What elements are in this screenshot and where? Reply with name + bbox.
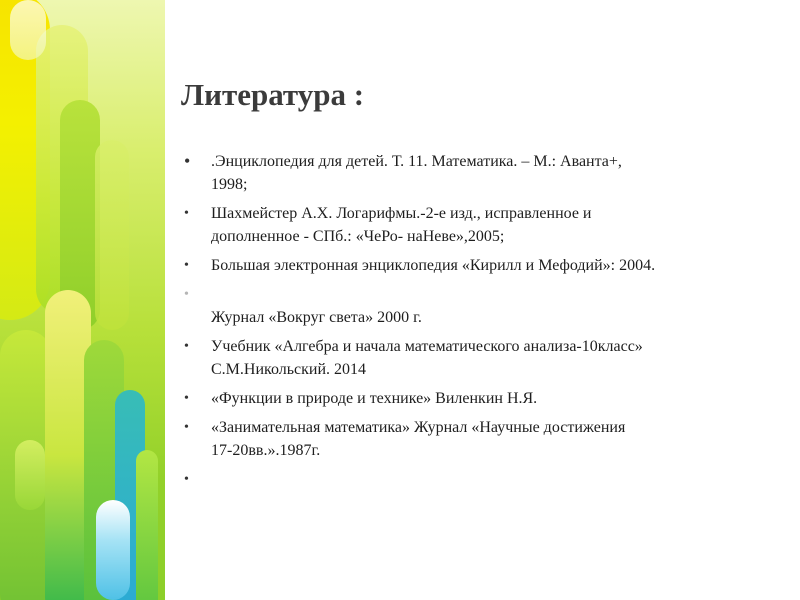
decorative-stripes (0, 0, 165, 600)
list-item-line: Журнал «Вокруг света» 2000 г. (211, 309, 422, 326)
list-item (184, 283, 774, 329)
list-item (184, 387, 774, 410)
list-item-line (211, 468, 774, 491)
list-item (184, 202, 774, 248)
stripe-white-highlight (10, 0, 46, 60)
list-item-line: 17-20вв.».1987г. (211, 442, 321, 459)
list-item-line: «Занимательная математика» Журнал «Научные достижения (211, 419, 626, 436)
list-item-line: Учебник «Алгебра и начала математического анализа-10класс» (211, 338, 643, 355)
bullet-icon: • (184, 391, 189, 406)
list-item-line: дополненное - СПб.: «ЧеРо- наНеве»,2005; (211, 228, 505, 245)
bullet-icon: • (184, 287, 189, 302)
list-item-line: 1998; (211, 176, 248, 193)
stripe-lime-small (15, 440, 45, 510)
stripe-lime (95, 140, 129, 330)
bullet-icon: • (184, 472, 189, 487)
bullet-icon: • (184, 258, 189, 273)
list-item (184, 150, 774, 196)
bibliography-list (184, 150, 774, 497)
bullet-icon: • (184, 420, 189, 435)
bullet-icon: • (184, 339, 189, 354)
list-item-line: Большая электронная энциклопедия «Кирилл и Мефодий»: 2004. (211, 257, 656, 274)
list-item-line: .Энциклопедия для детей. Т. 11. Математика. – М.: Аванта+, (211, 153, 622, 170)
stripe-green-right (136, 450, 158, 600)
list-item-line: Шахмейстер А.Х. Логарифмы.-2-е изд., исправленное и (211, 205, 592, 222)
list-item-line: С.М.Никольский. 2014 (211, 361, 367, 378)
list-item (184, 335, 774, 381)
list-item (184, 254, 774, 277)
stripe-blue-highlight (96, 500, 130, 600)
slide-title: Литература : (181, 77, 365, 112)
list-item-line (211, 283, 774, 306)
bullet-icon: • (184, 206, 189, 221)
list-item (184, 416, 774, 462)
bullet-icon: • (184, 151, 191, 171)
list-item-line: «Функции в природе и технике» Виленкин Н.Я. (211, 390, 538, 407)
list-item (184, 468, 774, 491)
